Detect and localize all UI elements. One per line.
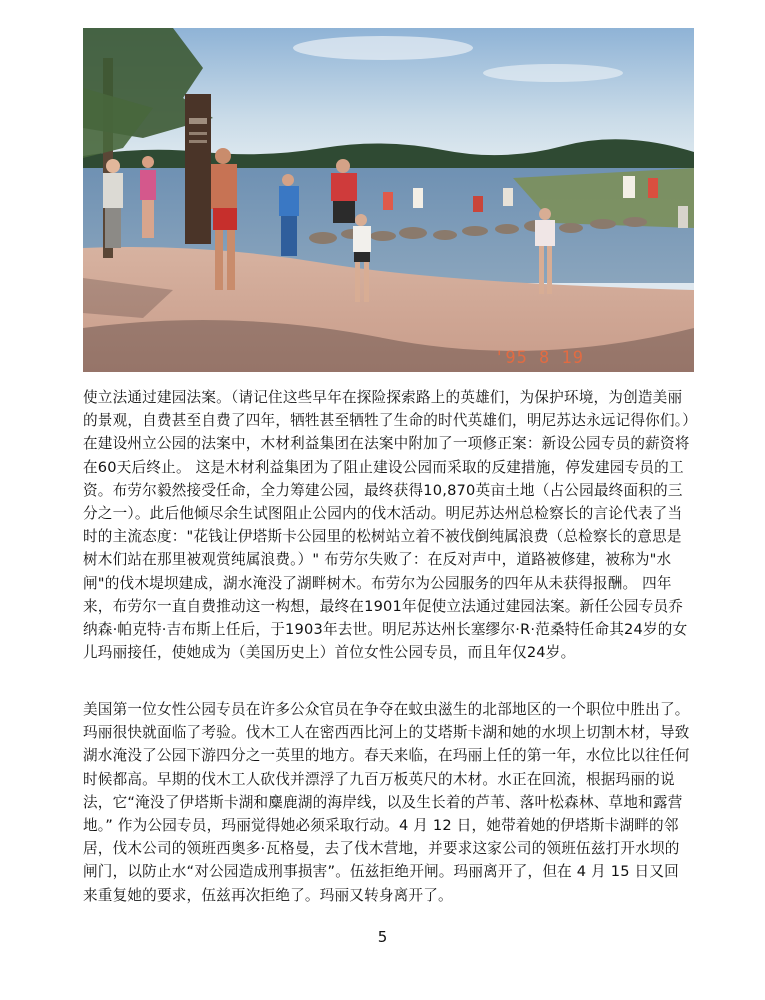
lake-shore-photo: [83, 28, 694, 372]
photo-illustration: [83, 28, 694, 372]
page-number: 5: [377, 928, 388, 946]
photo-date-stamp: '95 8 19: [494, 348, 584, 368]
body-paragraph-2: 美国第一位女性公园专员在许多公众官员在争夺在蚊虫滋生的北部地区的一个职位中胜出了。玛丽很快就面临了考验。伐木工人在密西西比河上的艾塔斯卡湖和她的水坝上切割木材，导致湖水淹没了公园下游四分之一英里的地方。春天来临，在玛丽上任的第一年，水位比以往任何时候都高。早期的伐木工人砍伐并漂浮了九百万板英尺的木材。水正在回流，根据玛丽的说法，它“淹没了伊塔斯卡湖和麋鹿湖的海岸线，以及生长着的芦苇、落叶松森林、草地和露营地。” 作为公园专员，玛丽觉得她必须采取行动。4 月 12 日，她带着她的伊塔斯卡湖畔的邻居，伐木公司的领班西奥多·瓦格曼，去了伐木营地，并要求这家公司的领班伍兹打开水坝的闸门，以防止水“对公园造成刑事损害”。伍兹拒绝开闸。玛丽离开了，但在 4 月 15 日又回来重复她的要求，伍兹再次拒绝了。玛丽又转身离开了。: [83, 701, 690, 904]
body-paragraph-1: 使立法通过建园法案。（请记住这些早年在探险探索路上的英雄们，为保护环境，为创造美丽的景观，自费甚至自费了四年，牺牲甚至牺牲了生命的时代英雄们，明尼苏达永远记得你们。）在建设州立公园的法案中，木材利益集团在法案中附加了一项修正案：新设公园专员的薪资将在60天后终止。 这是木材利益集团为了阻止建设公园而采取的反建措施，停发建园专员的工资。布劳尔毅然接受任命，全力筹建公园，最终获得10,870英亩土地（占公园最终面积的三分之一）。此后他倾尽余生试图阻止公园内的伐木活动。明尼苏达州总检察长的言论代表了当时的主流态度："花钱让伊塔斯卡公园里的松树站立着不被伐倒纯属浪费（总检察长的意思是树木们站在那里被观赏纯属浪费。）" 布劳尔失败了：在反对声中，道路被修建，被称为"水闸"的伐木堤坝建成，湖水淹没了湖畔树木。布劳尔为公园服务的四年从未获得报酬。 四年来，布劳尔一直自费推动这一构想，最终在1901年促使立法通过建园法案。新任公园专员乔纳森·帕克特·吉布斯上任后，于1903年去世。明尼苏达州长塞缪尔·R·范桑特任命其24岁的女儿玛丽接任，使她成为（美国历史上）首位女性公园专员，而且年仅24岁。: [83, 389, 690, 662]
